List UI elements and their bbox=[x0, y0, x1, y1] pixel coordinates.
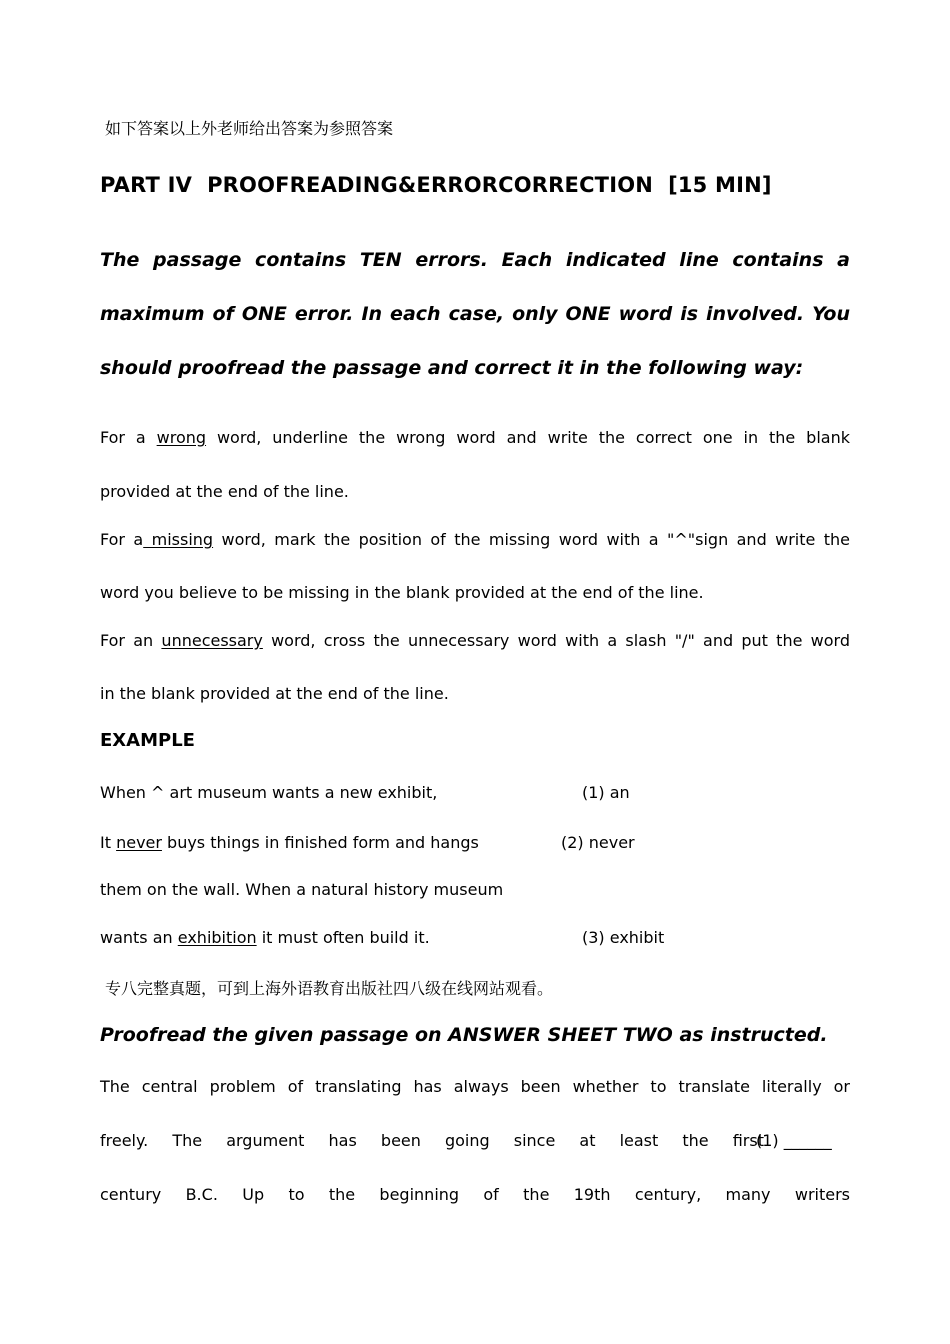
example-line-3: them on the wall. When a natural history museum bbox=[100, 880, 504, 899]
rule-missing-post: word, mark the position of the missing word with a "^"sign and write the bbox=[213, 530, 851, 549]
rule-missing-pre: For a bbox=[100, 530, 144, 549]
rule-unnecessary-line bbox=[100, 631, 850, 651]
passage-line-3: century B.C. Up to the beginning of the 19th century, many writers bbox=[100, 1185, 850, 1204]
example-answer-4: (3) exhibit bbox=[582, 928, 665, 947]
rule-unnecessary-post: word, cross the unnecessary word with a slash "/" and put the word bbox=[262, 631, 850, 650]
example-line-2-pre: It bbox=[100, 833, 117, 852]
rule-wrong-line bbox=[100, 428, 850, 448]
rule-unnecessary-keyword: unnecessary bbox=[161, 631, 263, 650]
rule-missing-line bbox=[100, 530, 850, 550]
example-line-4-keyword: exhibition bbox=[177, 928, 257, 947]
rule-wrong-pre: For a bbox=[100, 428, 157, 447]
rule-missing-keyword: missing bbox=[143, 530, 214, 549]
example-line-4-pre: wants an bbox=[100, 928, 178, 947]
passage-line-1: The central problem of translating has always been whether to translate literally or bbox=[100, 1077, 850, 1096]
source-note: 专八完整真题，可到上海外语教育出版社四八级在线网站观看。 bbox=[105, 979, 554, 998]
rule-missing-continuation: word you believe to be missing in the blank provided at the end of the line. bbox=[100, 583, 704, 602]
example-line-1: When ^ art museum wants a new exhibit, bbox=[100, 783, 438, 802]
rule-unnecessary-continuation: in the blank provided at the end of the line. bbox=[100, 684, 449, 703]
rule-wrong-continuation: provided at the end of the line. bbox=[100, 482, 349, 501]
proofread-heading: Proofread the given passage on ANSWER SHEET TWO as instructed. bbox=[100, 1024, 828, 1046]
rule-unnecessary-pre: For an bbox=[100, 631, 162, 650]
example-answer-2: (2) never bbox=[561, 833, 635, 852]
example-line-2 bbox=[100, 833, 479, 853]
passage-blank-1: (1) ______ bbox=[756, 1131, 832, 1150]
instructions-text: The passage contains TEN errors. Each indicated line contains a maximum of ONE error. In each case, only ONE word is involved. You should proofread the passage and correct it in the following way: bbox=[100, 249, 850, 379]
rule-wrong-keyword: wrong bbox=[156, 428, 207, 447]
reference-note: 如下答案以上外老师给出答案为参照答案 bbox=[105, 119, 394, 138]
example-line-4-post: it must often build it. bbox=[256, 928, 430, 947]
passage-line-2: freely. The argument has been going since at least the first bbox=[100, 1131, 764, 1150]
example-line-2-post: buys things in finished form and hangs bbox=[161, 833, 479, 852]
example-heading: EXAMPLE bbox=[100, 730, 195, 751]
example-line-4 bbox=[100, 928, 430, 948]
rule-wrong-post: word, underline the wrong word and write the correct one in the blank bbox=[206, 428, 850, 447]
part-title: PART IV PROOFREADING&ERRORCORRECTION [15 MIN] bbox=[100, 173, 772, 197]
example-answer-1: (1) an bbox=[582, 783, 630, 802]
example-line-2-keyword: never bbox=[116, 833, 162, 852]
